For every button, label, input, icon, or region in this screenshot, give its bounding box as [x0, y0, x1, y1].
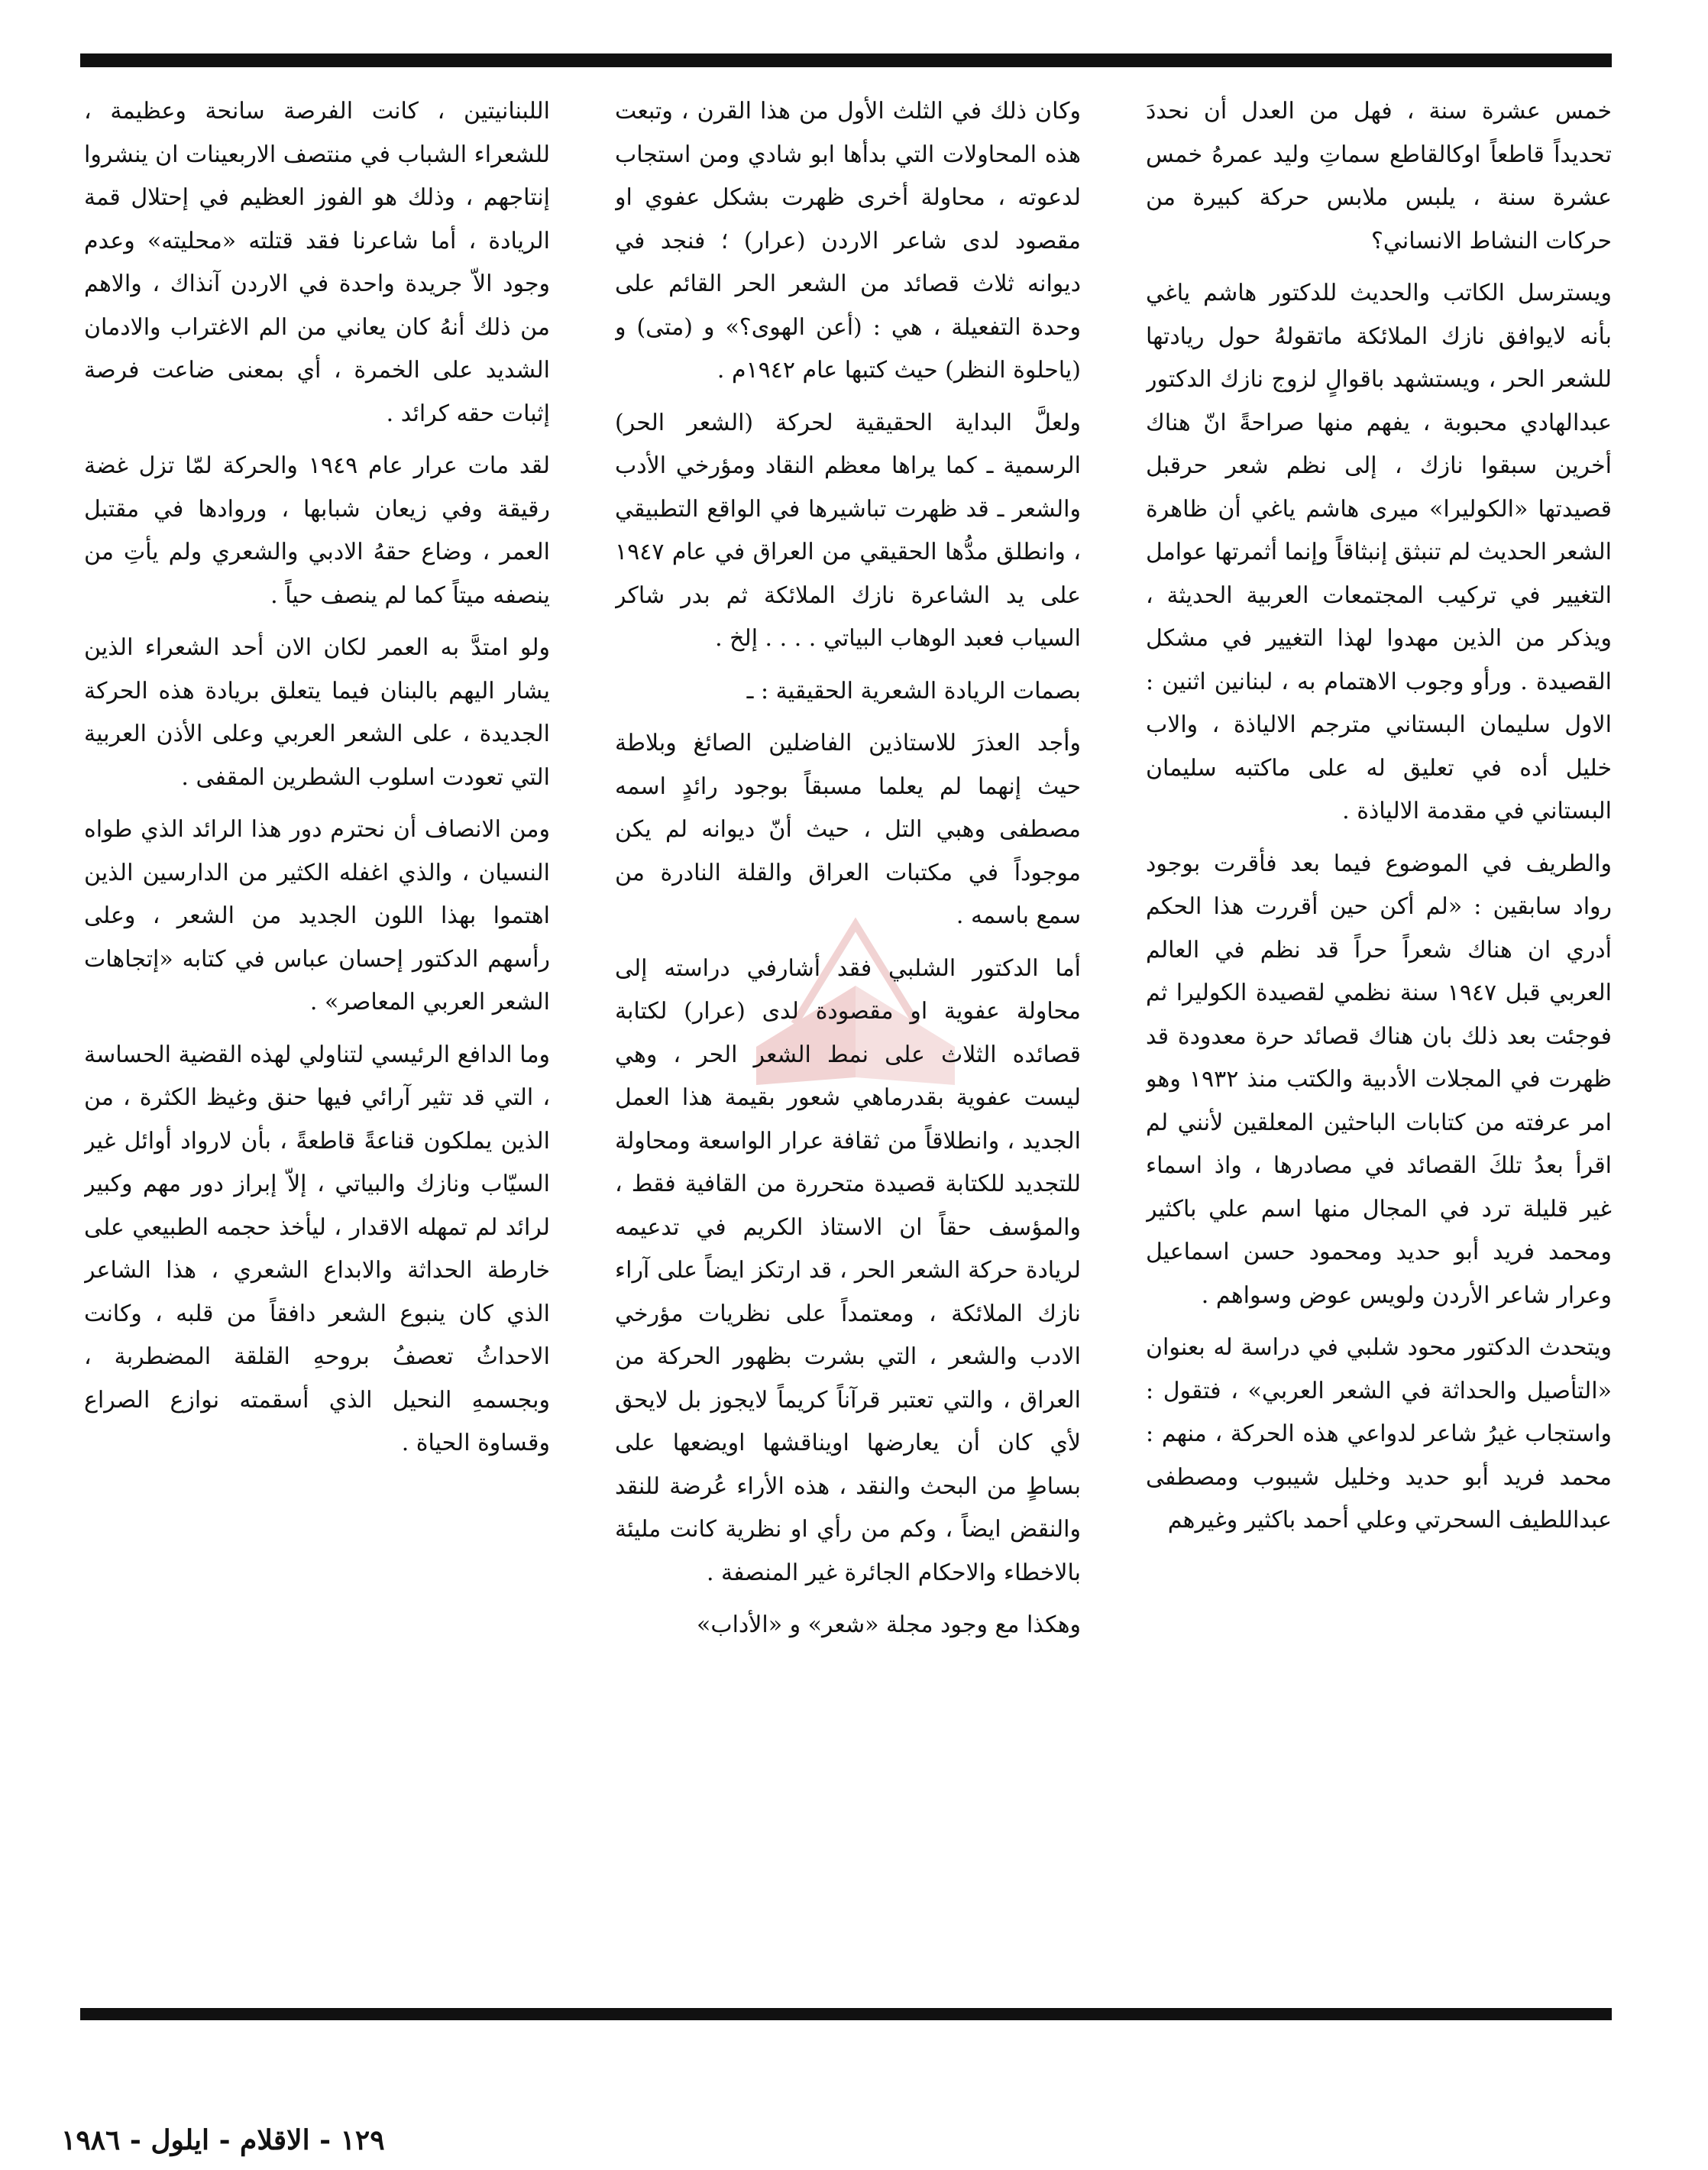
paragraph: وأجد العذرَ للاستاذين الفاضلين الصائغ وبلاطة حيث إنهما لم يعلما مسبقاً بوجود رائدٍ اسمه مصطفى وهبي التل ، حيث أنّ ديوانه لم يكن موجوداً في مكتبات العراق والقلة النادرة من سمع باسمه . [615, 730, 1081, 929]
paragraph: ومن الانصاف أن نحترم دور هذا الرائد الذي طواه النسيان ، والذي اغفله الكثير من الدارسين الذين اهتموا بهذا اللون الجديد من الشعر ، وعلى رأسهم الدكتور إحسان عباس في كتابه «إتجاهات الشعر العربي المعاصر» . [84, 816, 550, 1015]
page-footer: ١٢٩ - الاقلام - ايلول - ١٩٨٦ [61, 2124, 385, 2156]
paragraph: خمس عشرة سنة ، فهل من العدل أن نحددَ تحديداً قاطعاً اوكالقاطع سماتِ وليد عمرهُ خمس عشرة سنة ، يلبس ملابس حركة كبيرة من حركات النشاط الانساني؟ [1146, 98, 1612, 254]
paragraph: وكان ذلك في الثلث الأول من هذا القرن ، وتبعت هذه المحاولات التي بدأها ابو شادي ومن استجاب لدعوته ، محاولة أخرى ظهرت بشكل عفوي او مقصود لدى شاعر الاردن (عرار) ؛ فنجد في ديوانه ثلاث قصائد من الشعر الحر القائم على وحدة التفعيلة ، هي : (أعن الهوى؟» و (متى) و (ياحلوة النظر) حيث كتبها عام ١٩٤٢م . [615, 98, 1081, 384]
paragraph: أما الدكتور الشلبي فقد أشارفي دراسته إلى محاولة عفوية او مقصودة لدى (عرار) لكتابة قصائده الثلاث على نمط الشعر الحر ، وهي ليست عفوية بقدرماهي شعور بقيمة هذا العمل الجديد ، وانطلاقاً من ثقافة عرار الواسعة ومحاولة للتجديد للكتابة قصيدة متحررة من القافية فقط ، والمؤسف حقاً ان الاستاذ الكريم في تدعيمه لريادة حركة الشعر الحر ، قد ارتكز ايضاً على آراء نازك الملائكة ، ومعتمداً على نظريات مؤرخي الادب والشعر ، التي بشرت بظهور الحركة من العراق ، والتي تعتبر قرآناً كريماً لايجوز بل لايحق لأي كان أن يعارضها اويناقشها اويضعها على بساطٍ من البحث والنقد ، هذه الأراء عُرضة للنقد والنقض ايضاً ، وكم من رأي او نظرية كانت مليئة بالاخطاء والاحكام الجائرة غير المنصفة . [615, 954, 1081, 1586]
paragraph: لقد مات عرار عام ١٩٤٩ والحركة لمّا تزل غضة رقيقة وفي زيعان شبابها ، وروادها في مقتبل العمر ، وضاع حقهُ الادبي والشعري ولم يأتِ من ينصفه ميتاً كما لم ينصف حياً . [84, 452, 550, 609]
paragraph: ولعلَّ البداية الحقيقية لحركة (الشعر الحر) الرسمية ـ كما يراها معظم النقاد ومؤرخي الأدب والشعر ـ قد ظهرت تباشيرها في الواقع التطبيقي ، وانطلق مدُّها الحقيقي من العراق في عام ١٩٤٧ على يد الشاعرة نازك الملائكة ثم بدر شاكر السياب فعبد الوهاب البياتي . . . . إلخ . [615, 409, 1081, 652]
paragraph: ولو امتدَّ به العمر لكان الان أحد الشعراء الذين يشار اليهم بالبنان فيما يتعلق بريادة هذه الحركة الجديدة ، على الشعر العربي وعلى الأذن العربية التي تعودت اسلوب الشطرين المقفى . [84, 634, 550, 791]
article-column-middle [615, 90, 1081, 1989]
paragraph: اللبنانيتين ، كانت الفرصة سانحة وعظيمة ، للشعراء الشباب في منتصف الاربعينات ان ينشروا إنتاجهم ، وذلك هو الفوز العظيم في إحتلال قمة الريادة ، أما شاعرنا فقد قتلته «محليته» وعدم وجود الاّ جريدة واحدة في الاردن آنذاك ، والاهم من ذلك أنهُ كان يعاني من الم الاغتراب والادمان الشديد على الخمرة ، أي بمعنى ضاعت فرصة إثبات حقه كرائد . [84, 98, 550, 427]
paragraph: ويتحدث الدكتور محود شلبي في دراسة له بعنوان «التأصيل والحداثة في الشعر العربي» ، فتقول : واستجاب غيرُ شاعر لدواعي هذه الحركة ، منهم : محمد فريد أبو حديد وخليل شيبوب ومصطفى عبداللطيف السحرتي وعلي أحمد باكثير وغيرهم [1146, 1334, 1612, 1534]
section-subheading: بصمات الريادة الشعرية الحقيقية : ـ [746, 677, 1081, 704]
paragraph: ويسترسل الكاتب والحديث للدكتور هاشم ياغي بأنه لايوافق نازك الملائكة ماتقولهُ حول ريادتها للشعر الحر ، ويستشهد باقوالٍ لزوج نازك الدكتور عبدالهادي محبوبة ، يفهم منها صراحةً انّ هناك أخرين سبقوا نازك ، إلى نظم شعر حرقبل قصيدتها «الكوليرا» ميرى هاشم ياغي أن ظاهرة الشعر الحديث لم تنبثق إنبثاقاً وإنما أثمرتها عوامل التغيير في تركيب المجتمعات العربية الحديثة ، ويذكر من الذين مهدوا لهذا التغيير في مشكل القصيدة . ورأو وجوب الاهتمام به ، لبنانين اثنين : الاول سليمان البستاني مترجم الالياذة ، والاب خليل أده في تعليق له على ماكتبه سليمان البستاني في مقدمة الالياذة . [1146, 280, 1612, 824]
paragraph: وما الدافع الرئيسي لتناولي لهذه القضية الحساسة ، التي قد تثير آرائي فيها حنق وغيظ الكثرة ، من الذين يملكون قناعةً قاطعةً ، بأن لارواد أوائل غير السيّاب ونازك والبياتي ، إلاّ إبراز دور مهم وكبير لرائد لم تمهله الاقدار ، ليأخذ حجمه الطبيعي على خارطة الحداثة والابداع الشعري ، هذا الشاعر الذي كان ينبوع الشعر دافقاً من قلبه ، وكانت الاحداثُ تعصفُ بروحهِ القلقة المضطربة ، وبجسمهِ النحيل الذي أسقمته نوازع الصراع وقساوة الحياة . [84, 1041, 550, 1456]
article-column-right [1146, 90, 1612, 1989]
bottom-rule [80, 2008, 1612, 2020]
top-rule [80, 53, 1612, 67]
paragraph: والطريف في الموضوع فيما بعد فأقرت بوجود رواد سابقين : «لم أكن حين أقررت هذا الحكم أدري ان هناك شعراً حراً قد نظم في العالم العربي قبل ١٩٤٧ سنة نظمي لقصيدة الكوليرا ثم فوجئت بعد ذلك بان هناك قصائد حرة معدودة قد ظهرت في المجلات الأدبية والكتب منذ ١٩٣٢ وهو امر عرفته من كتابات الباحثين المعلقين لأنني لم اقرأ بعدُ تلكَ القصائد في مصادرها ، واذ اسماء غير قليلة ترد في المجال منها اسم علي باكثير ومحمد فريد أبو حديد ومحمود حسن اسماعيل وعرار شاعر الأردن ولويس عوض وسواهم . [1146, 850, 1612, 1309]
article-column-left [84, 90, 550, 1989]
paragraph: وهكذا مع وجود مجلة «شعر» و «الأداب» [697, 1611, 1081, 1638]
